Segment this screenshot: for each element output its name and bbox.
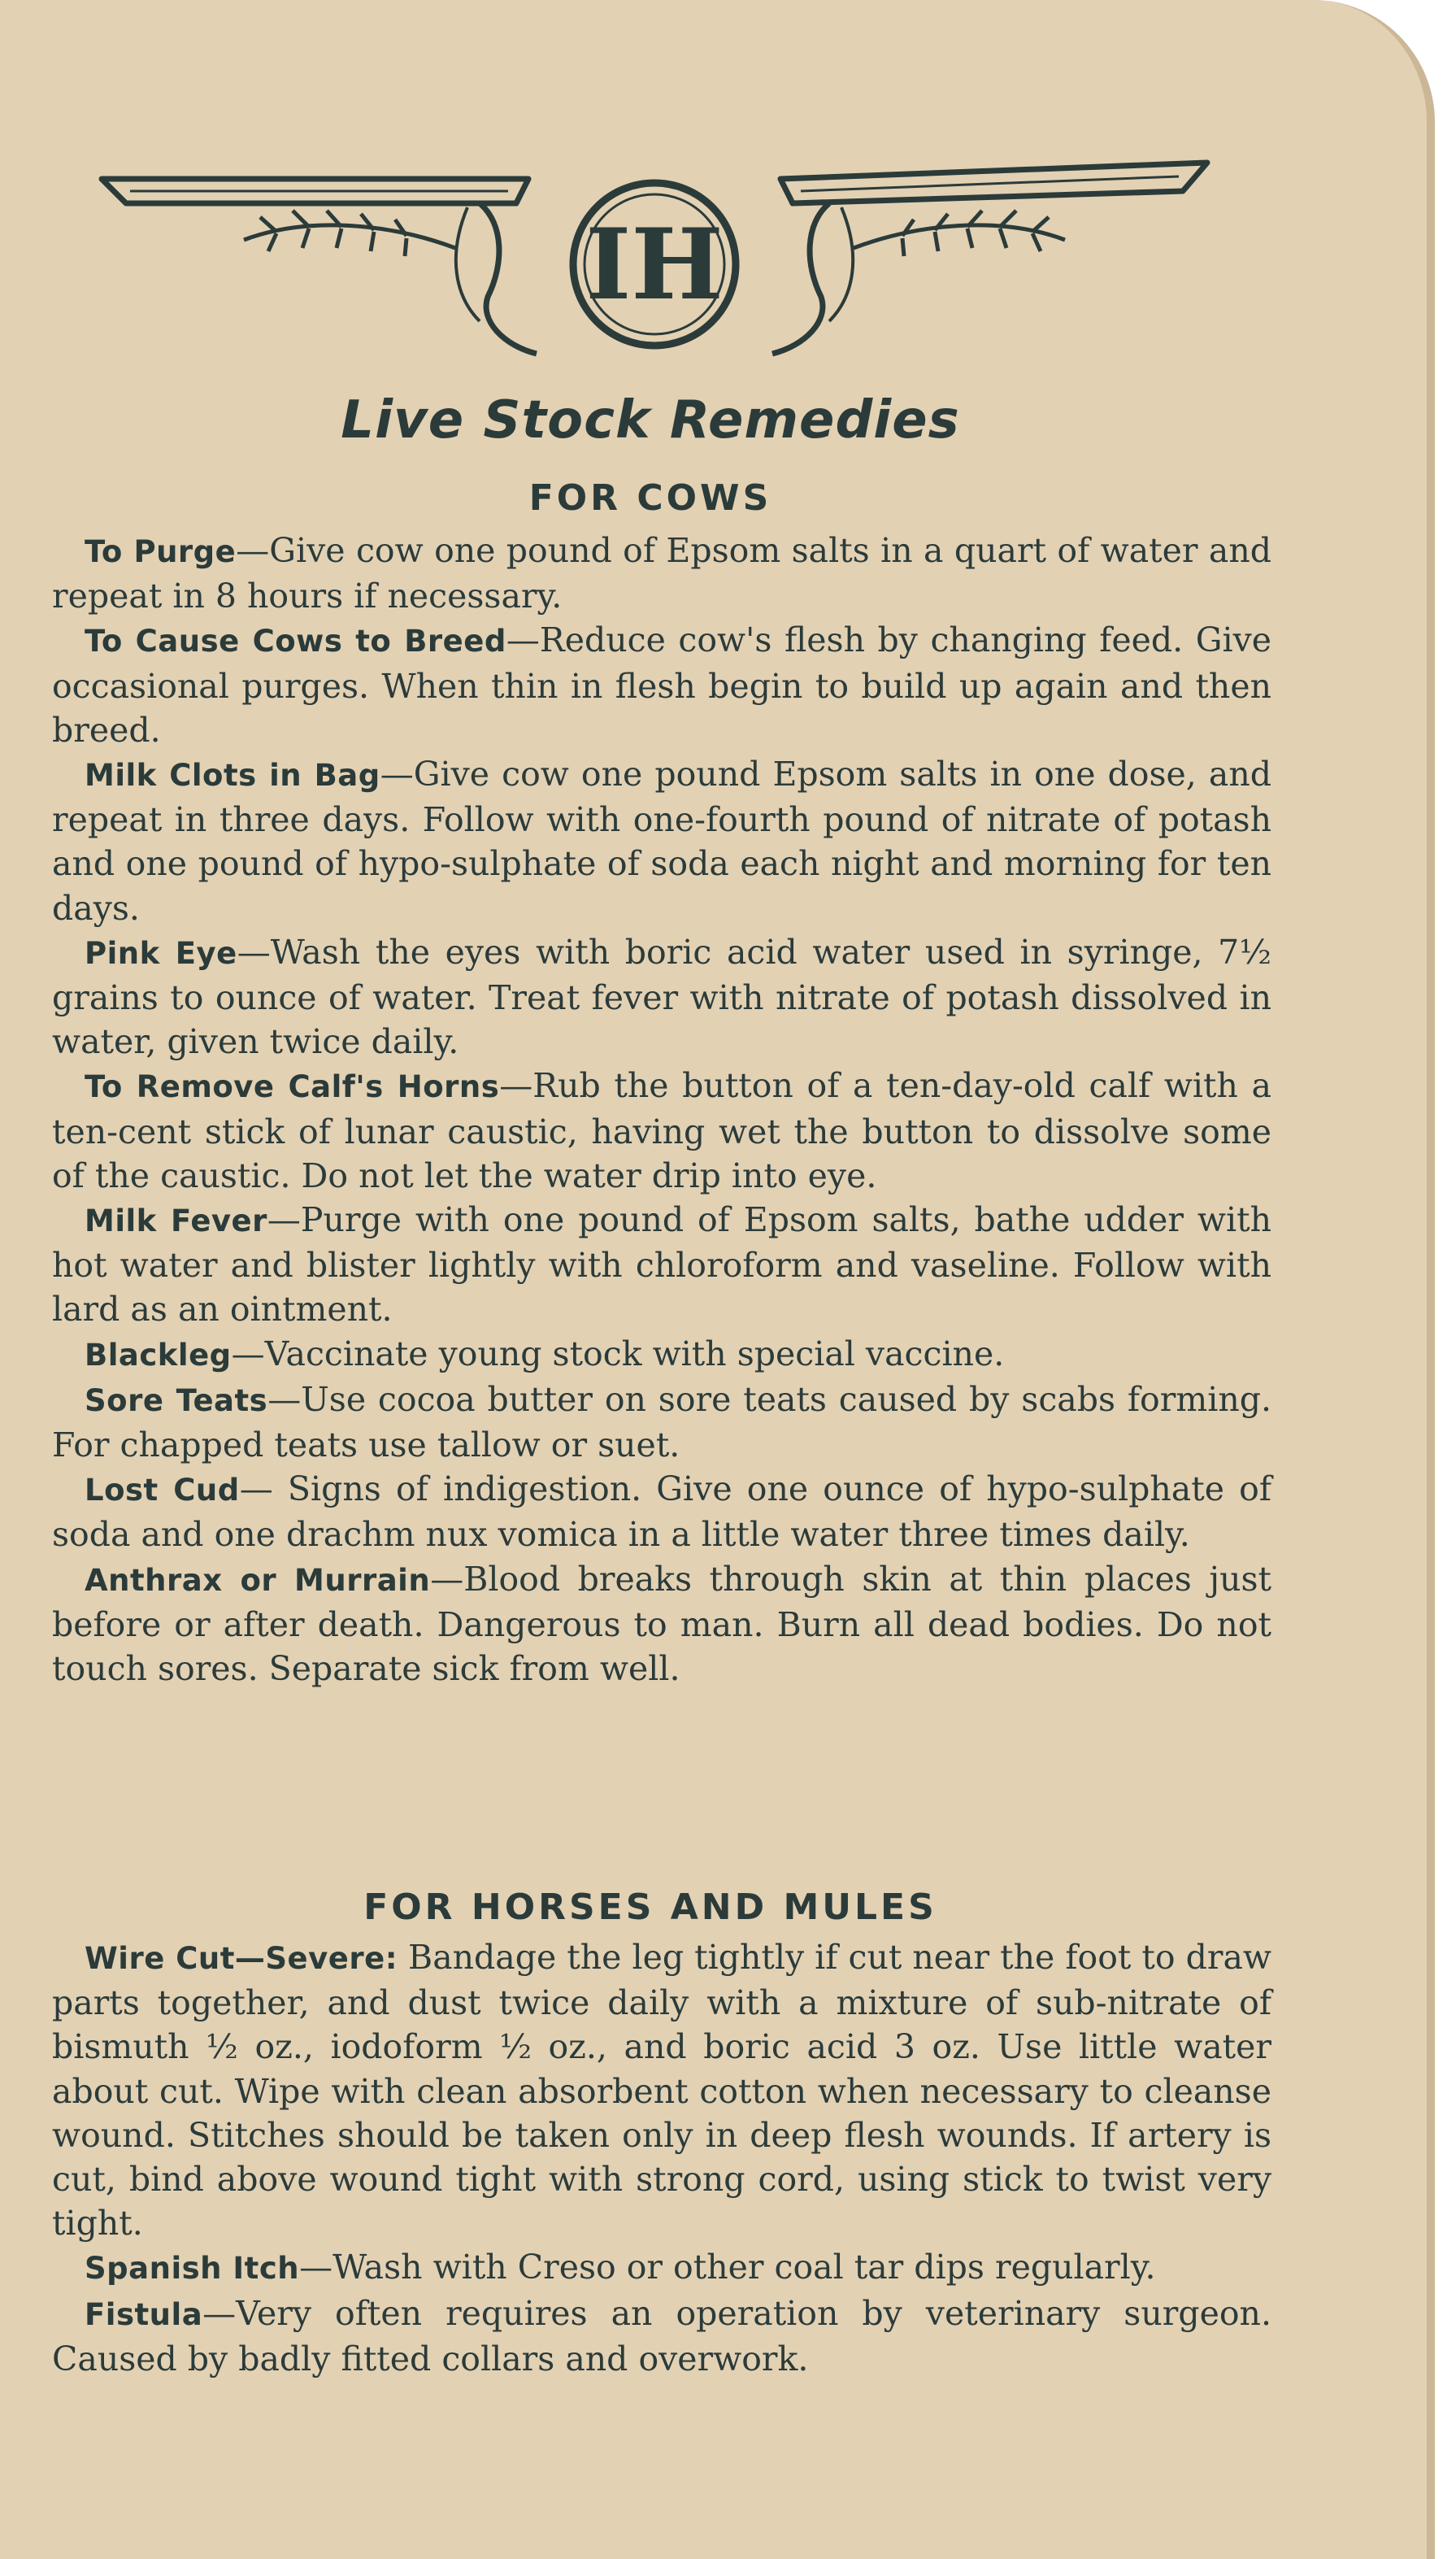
remedy-title: Lost Cud: [85, 1473, 240, 1508]
remedy-entry: [52, 752, 1271, 930]
remedy-text: —Reduce cow's flesh by changing feed. Give occasional purges. When thin in flesh begin to build up again and then breed.: [52, 620, 1271, 750]
remedy-title: Spanish Itch: [85, 2251, 300, 2287]
remedy-text: —Wash with Creso or other coal tar dips regularly.: [299, 2248, 1156, 2287]
remedy-text: —Use cocoa butter on sore teats caused by scabs forming. For chapped teats use tallow or suet.: [52, 1379, 1271, 1465]
horses-remedies-list: [52, 1935, 1271, 2381]
svg-text:IH: IH: [585, 207, 724, 322]
remedy-title: To Purge: [85, 534, 237, 569]
remedy-text: —Purge with one pound of Epsom salts, bathe udder with hot water and blister lightly with chloroform and vaseline. Follow with lard as an ointment.: [52, 1200, 1271, 1330]
remedy-entry: [52, 1377, 1271, 1467]
remedy-text: —Very often requires an operation by veterinary surgeon. Caused by badly fitted collars and overwork.: [52, 2293, 1271, 2378]
remedy-title: Milk Clots in Bag: [85, 758, 380, 794]
remedy-entry: [52, 930, 1271, 1064]
remedy-entry: [52, 1557, 1271, 1691]
page-title: Live Stock Remedies: [341, 390, 960, 450]
section-heading-cows: FOR COWS: [528, 477, 772, 519]
remedy-entry: [52, 2245, 1271, 2291]
remedy-entry: [52, 2291, 1271, 2381]
remedy-entry: [52, 1064, 1271, 1198]
remedy-text: —Vaccinate young stock with special vaccine.: [231, 1334, 1005, 1373]
remedy-text: —Give cow one pound Epsom salts in one dose, and repeat in three days. Follow with one-fourth pound of nitrate of potash and one pound of hypo-sulphate of soda each night and morning for ten days.: [52, 755, 1271, 928]
remedy-entry: [52, 618, 1271, 752]
remedy-title: Pink Eye: [85, 935, 237, 971]
remedy-title: Blackleg: [85, 1337, 232, 1373]
ih-logo-ornament: [98, 159, 1211, 378]
remedy-title: Sore Teats: [85, 1382, 268, 1418]
remedy-title: To Remove Calf's Horns: [85, 1069, 500, 1105]
remedy-text: —Give cow one pound of Epsom salts in a quart of water and repeat in 8 hours if necessary.: [52, 531, 1271, 616]
remedy-entry: [52, 1467, 1271, 1556]
section-heading-horses: FOR HORSES AND MULES: [363, 1887, 937, 1928]
remedy-title: Milk Fever: [85, 1203, 267, 1239]
remedy-title: Wire Cut—Severe:: [85, 1941, 398, 1976]
cows-remedies-list: [52, 529, 1271, 1691]
remedy-entry: [52, 1332, 1271, 1377]
remedy-text: — Signs of indigestion. Give one ounce of hypo-sulphate of soda and one drachm nux vomica in a little water three times daily.: [52, 1469, 1271, 1555]
remedy-text: —Wash the eyes with boric acid water used in syringe, 7½ grains to ounce of water. Treat fever with nitrate of potash dissolved in water, given twice daily.: [52, 932, 1271, 1062]
remedy-entry: [52, 1198, 1271, 1332]
remedy-title: To Cause Cows to Breed: [85, 624, 506, 659]
remedy-title: Anthrax or Murrain: [85, 1562, 431, 1598]
remedy-title: Fistula: [85, 2296, 203, 2332]
remedy-entry: [52, 1935, 1271, 2245]
remedy-text: Bandage the leg tightly if cut near the foot to draw parts together, and dust twice daily with a mixture of sub-nitrate of bismuth ½ oz., iodoform ½ oz., and boric acid 3 oz. Use little water about cut. Wipe with clean absorbent cotton when necessary to cleanse wound. Stitches should be taken only in deep flesh wounds. If artery is cut, bind above wound tight with strong cord, using stick to twist very tight.: [52, 1938, 1271, 2243]
remedy-entry: [52, 529, 1271, 618]
remedy-text: —Blood breaks through skin at thin places just before or after death. Dangerous to man. Burn all dead bodies. Do not touch sores. Separate sick from well.: [52, 1559, 1271, 1689]
remedy-text: —Rub the button of a ten-day-old calf with a ten-cent stick of lunar caustic, having wet the button to dissolve some of the caustic. Do not let the water drip into eye.: [52, 1066, 1271, 1195]
